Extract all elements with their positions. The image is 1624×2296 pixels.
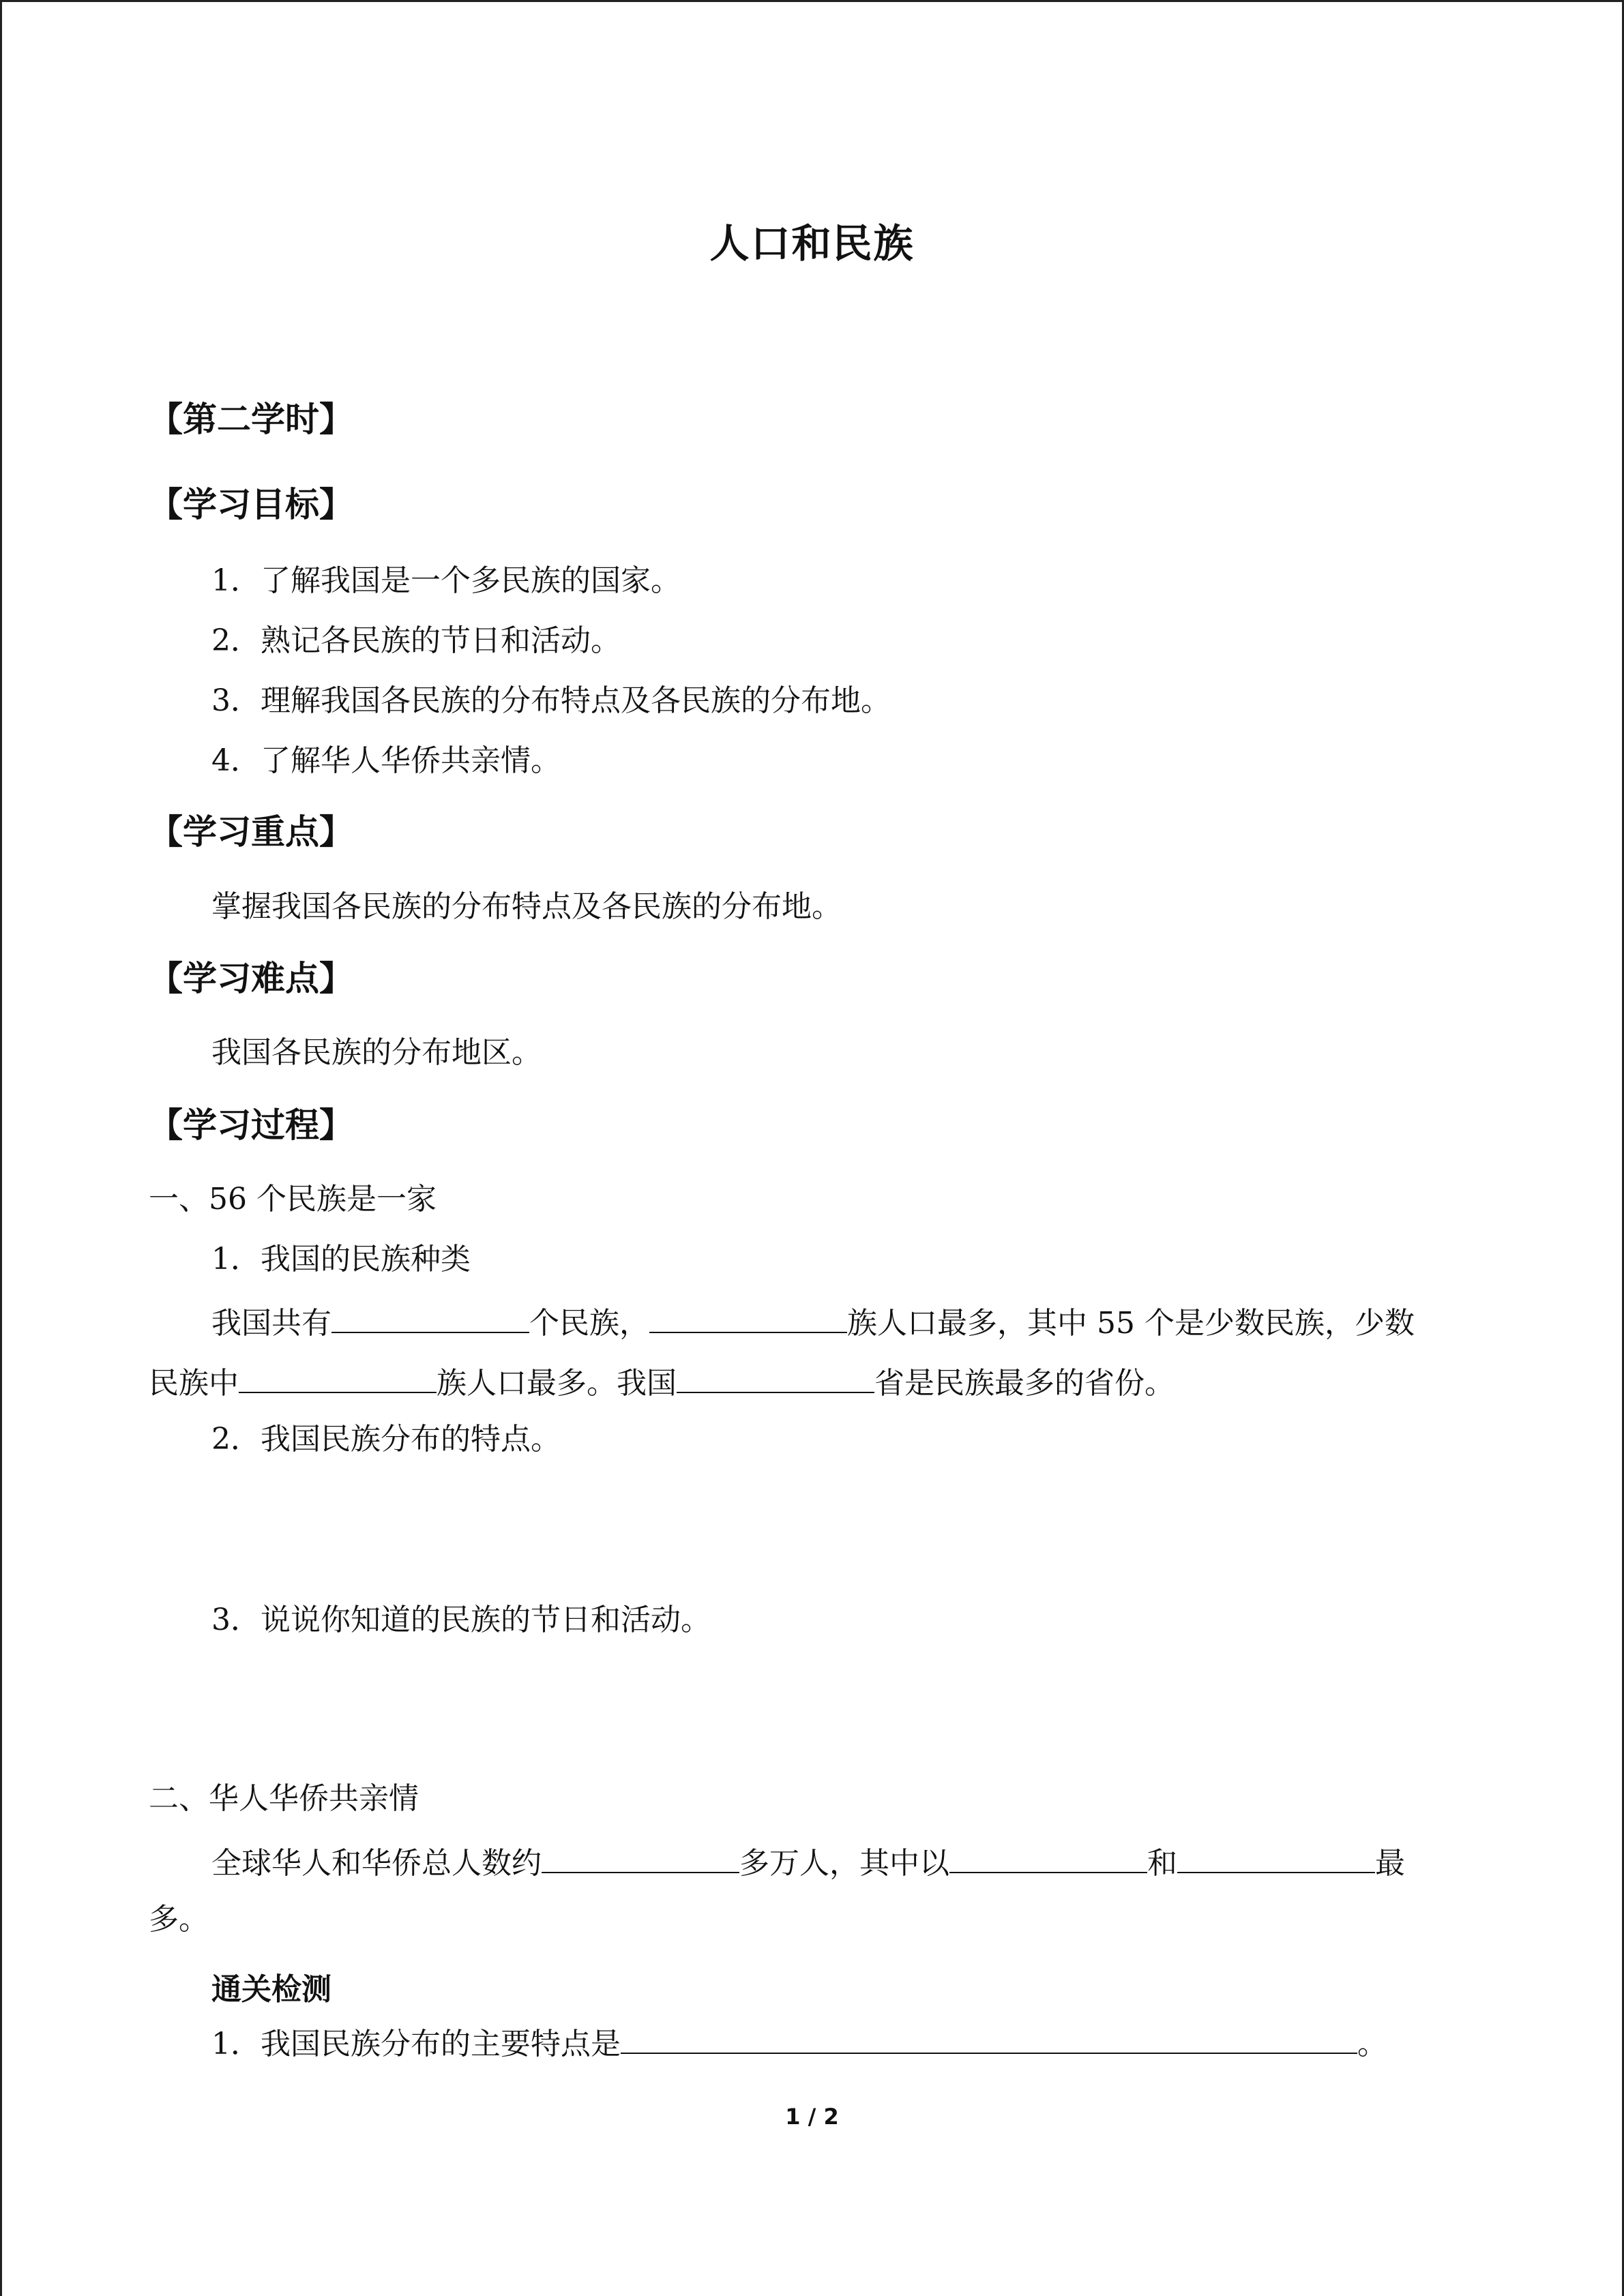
part2-line2: 多。 [149, 1902, 209, 1937]
q1-line1-text-a: 我国共有 [211, 1306, 331, 1341]
key-points-heading: 【学习重点】 [149, 812, 353, 852]
part2-line1 [211, 1845, 1405, 1879]
q1-line1-text-b: 个民族， [529, 1306, 649, 1341]
difficulty-text: 我国各民族的分布地区。 [211, 1035, 542, 1070]
check-q1 [211, 2025, 1387, 2059]
part2-line1-text-c: 和 [1147, 1846, 1177, 1881]
fill-blank-largest-group[interactable] [649, 1304, 847, 1333]
q3-title: 3．说说你知道的民族的节日和活动。 [211, 1602, 711, 1637]
q1-line2-text-a: 民族中 [149, 1366, 239, 1401]
fill-blank-population[interactable] [542, 1845, 739, 1873]
key-points-text: 掌握我国各民族的分布特点及各民族的分布地。 [211, 889, 842, 924]
check-q1-text-a: 1．我国民族分布的主要特点是 [211, 2027, 621, 2061]
page-title: 人口和民族 [709, 220, 915, 267]
fill-blank-province[interactable] [677, 1365, 874, 1393]
part2-line1-text-b: 多万人，其中以 [739, 1846, 949, 1881]
objectives-heading: 【学习目标】 [149, 485, 353, 524]
objective-item: 1．了解我国是一个多民族的国家。 [211, 563, 681, 598]
q1-line2 [149, 1365, 1175, 1399]
page-top-border [0, 0, 1624, 2]
check-heading: 通关检测 [211, 1972, 331, 2007]
part2-line1-text-a: 全球华人和华侨总人数约 [211, 1846, 542, 1881]
part2-line1-text-d: 最 [1375, 1846, 1405, 1881]
process-heading: 【学习过程】 [149, 1105, 353, 1145]
fill-blank-total-ethnic-groups[interactable] [331, 1304, 529, 1333]
check-q1-text-b: 。 [1357, 2027, 1387, 2061]
period-heading: 【第二学时】 [149, 400, 353, 439]
difficulty-heading: 【学习难点】 [149, 959, 353, 998]
page-left-border [0, 0, 2, 2296]
q1-line2-text-c: 省是民族最多的省份。 [874, 1366, 1175, 1401]
fill-blank-distribution-feature[interactable] [621, 2025, 1357, 2054]
q1-line1-text-c: 族人口最多，其中 55 个是少数民族，少数 [847, 1306, 1415, 1341]
q1-line1 [211, 1304, 1415, 1339]
fill-blank-largest-minority[interactable] [239, 1365, 437, 1393]
page-number: 1 / 2 [785, 2104, 839, 2130]
fill-blank-region-2[interactable] [1177, 1845, 1375, 1873]
q1-line2-text-b: 族人口最多。我国 [437, 1366, 677, 1401]
objective-item: 2．熟记各民族的节日和活动。 [211, 623, 621, 658]
objective-item: 4．了解华人华侨共亲情。 [211, 743, 561, 778]
q1-title: 1．我国的民族种类 [211, 1242, 471, 1277]
q2-title: 2．我国民族分布的特点。 [211, 1422, 561, 1457]
fill-blank-region-1[interactable] [949, 1845, 1147, 1873]
objective-item: 3．理解我国各民族的分布特点及各民族的分布地。 [211, 683, 891, 718]
part1-title: 一、56 个民族是一家 [149, 1182, 437, 1217]
part2-title: 二、华人华侨共亲情 [149, 1781, 419, 1816]
